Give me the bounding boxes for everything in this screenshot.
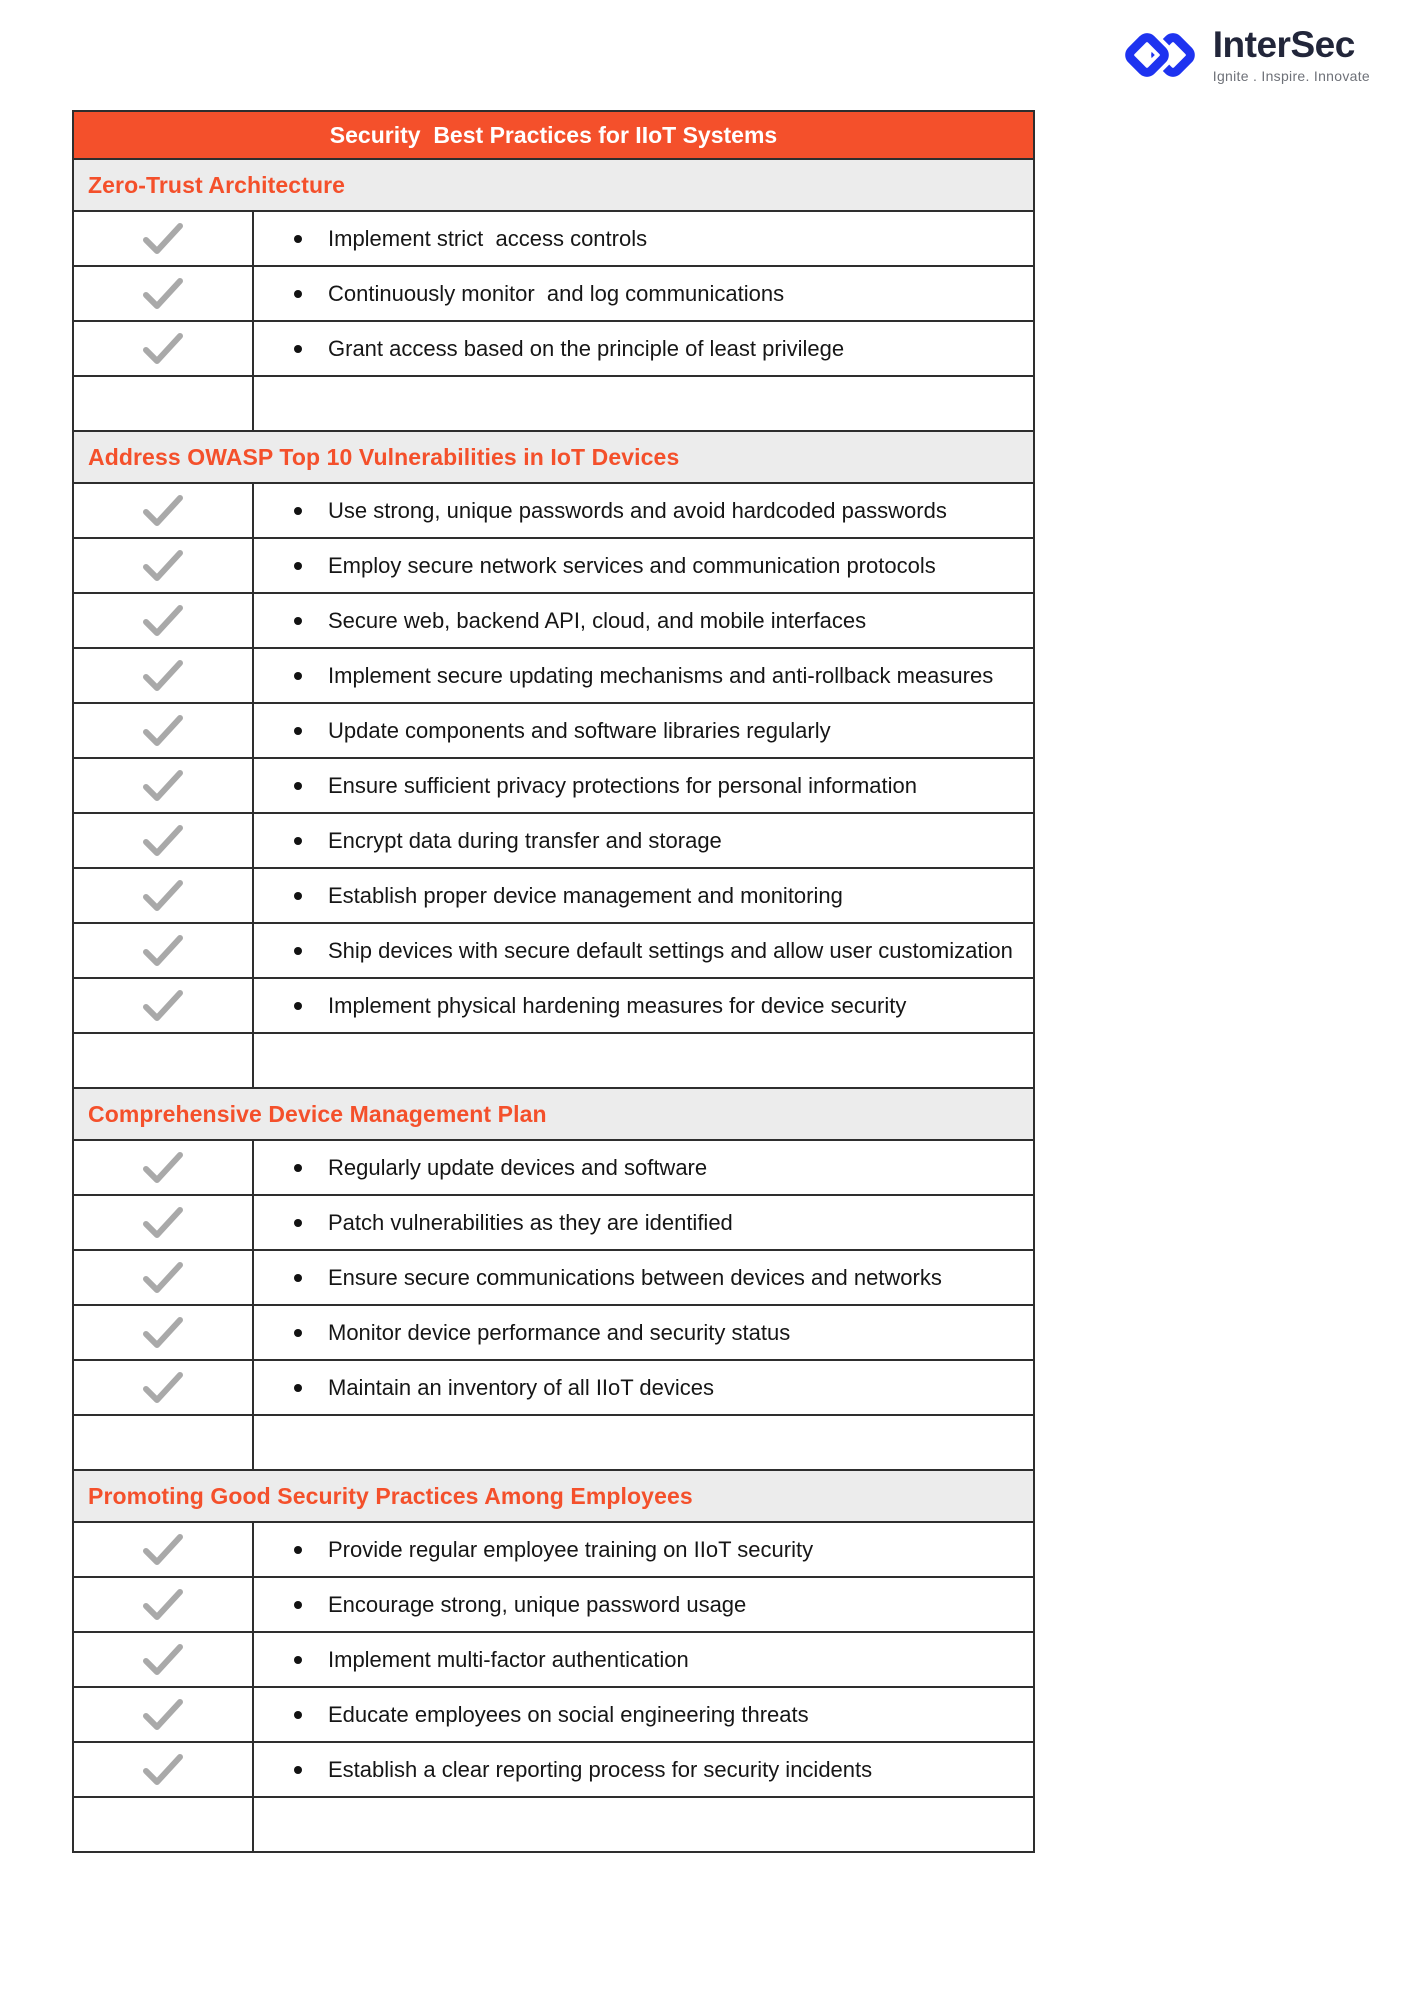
bullet-icon — [294, 1766, 302, 1774]
bullet-icon — [294, 727, 302, 735]
section-header-row — [74, 1469, 1033, 1521]
item-text-cell — [254, 1141, 1033, 1194]
bullet-icon — [294, 1546, 302, 1554]
checkmark-cell — [74, 814, 254, 867]
item-text-cell — [254, 1578, 1033, 1631]
item-text: Encourage strong, unique password usage — [328, 1591, 747, 1617]
empty-row — [74, 1796, 1033, 1851]
logo-tagline: Ignite . Inspire. Innovate — [1212, 67, 1370, 84]
item-text: Use strong, unique passwords and avoid hardcoded passwords — [328, 497, 947, 523]
item-text-cell — [254, 759, 1033, 812]
checkmark-cell — [74, 1306, 254, 1359]
empty-row — [74, 375, 1033, 430]
section-heading: Comprehensive Device Management Plan — [88, 1100, 547, 1127]
check-icon — [141, 277, 185, 311]
item-text-cell — [254, 267, 1033, 320]
item-text: Continuously monitor and log communications — [328, 280, 785, 306]
checkmark-cell — [74, 212, 254, 265]
checkmark-cell — [74, 1251, 254, 1304]
check-icon — [141, 1151, 185, 1185]
checkmark-cell — [74, 869, 254, 922]
bullet-icon — [294, 892, 302, 900]
item-text: Monitor device performance and security status — [328, 1319, 791, 1345]
item-text: Educate employees on social engineering threats — [328, 1701, 809, 1727]
bullet-icon — [294, 1219, 302, 1227]
check-icon — [141, 769, 185, 803]
check-icon — [141, 659, 185, 693]
check-icon — [141, 714, 185, 748]
checklist-table — [72, 110, 1035, 1853]
check-icon — [141, 604, 185, 638]
check-icon — [141, 824, 185, 858]
interlocked-diamonds-icon — [1121, 24, 1199, 86]
empty-check-cell — [74, 1798, 254, 1851]
checkmark-cell — [74, 649, 254, 702]
item-text-cell — [254, 1251, 1033, 1304]
item-text: Implement multi-factor authentication — [328, 1646, 689, 1672]
check-icon — [141, 549, 185, 583]
bullet-icon — [294, 837, 302, 845]
item-text: Grant access based on the principle of least privilege — [328, 335, 845, 361]
checkmark-cell — [74, 267, 254, 320]
section-heading: Promoting Good Security Practices Among Employees — [88, 1482, 693, 1509]
item-text-cell — [254, 924, 1033, 977]
check-icon — [141, 1698, 185, 1732]
check-icon — [141, 1588, 185, 1622]
item-text-cell — [254, 1523, 1033, 1576]
bullet-icon — [294, 290, 302, 298]
item-text-cell — [254, 484, 1033, 537]
checkmark-cell — [74, 1523, 254, 1576]
item-text: Implement secure updating mechanisms and anti-rollback measures — [328, 662, 994, 688]
checkmark-cell — [74, 1196, 254, 1249]
checklist-item-row — [74, 1576, 1033, 1631]
item-text-cell — [254, 869, 1033, 922]
checklist-item-row — [74, 1521, 1033, 1576]
item-text-cell — [254, 594, 1033, 647]
item-text-cell — [254, 1688, 1033, 1741]
checkmark-cell — [74, 759, 254, 812]
section-header-row — [74, 430, 1033, 482]
checkmark-cell — [74, 1578, 254, 1631]
checkmark-cell — [74, 1743, 254, 1796]
checkmark-cell — [74, 1141, 254, 1194]
bullet-icon — [294, 1601, 302, 1609]
bullet-icon — [294, 782, 302, 790]
checkmark-cell — [74, 539, 254, 592]
check-icon — [141, 1643, 185, 1677]
empty-row — [74, 1032, 1033, 1087]
empty-text-cell — [254, 1034, 1033, 1087]
checkmark-cell — [74, 594, 254, 647]
bullet-icon — [294, 562, 302, 570]
checklist-item-row — [74, 977, 1033, 1032]
item-text-cell — [254, 704, 1033, 757]
bullet-icon — [294, 1656, 302, 1664]
item-text: Provide regular employee training on IIoT security — [328, 1536, 814, 1562]
bullet-icon — [294, 1711, 302, 1719]
bullet-icon — [294, 1274, 302, 1282]
check-icon — [141, 989, 185, 1023]
checklist-item-row — [74, 1359, 1033, 1414]
checklist-item-row — [74, 592, 1033, 647]
checklist-item-row — [74, 1249, 1033, 1304]
checkmark-cell — [74, 1361, 254, 1414]
bullet-icon — [294, 345, 302, 353]
item-text: Ensure secure communications between devices and networks — [328, 1264, 942, 1290]
section-heading: Zero-Trust Architecture — [88, 171, 346, 198]
bullet-icon — [294, 1002, 302, 1010]
checklist-item-row — [74, 537, 1033, 592]
bullet-icon — [294, 617, 302, 625]
checkmark-cell — [74, 1633, 254, 1686]
check-icon — [141, 1371, 185, 1405]
checkmark-cell — [74, 704, 254, 757]
checklist-item-row — [74, 812, 1033, 867]
section-heading: Address OWASP Top 10 Vulnerabilities in IoT Devices — [88, 443, 680, 470]
checklist-item-row — [74, 702, 1033, 757]
item-text: Employ secure network services and communication protocols — [328, 552, 936, 578]
section-header-row — [74, 1087, 1033, 1139]
checklist-item-row — [74, 757, 1033, 812]
empty-text-cell — [254, 1416, 1033, 1469]
check-icon — [141, 1533, 185, 1567]
checklist-item-row — [74, 1686, 1033, 1741]
item-text-cell — [254, 539, 1033, 592]
bullet-icon — [294, 672, 302, 680]
check-icon — [141, 1316, 185, 1350]
item-text: Establish a clear reporting process for security incidents — [328, 1756, 873, 1782]
check-icon — [141, 1206, 185, 1240]
item-text: Establish proper device management and monitoring — [328, 882, 843, 908]
empty-text-cell — [254, 1798, 1033, 1851]
checklist-item-row — [74, 1741, 1033, 1796]
item-text: Implement physical hardening measures for device security — [328, 992, 907, 1018]
item-text-cell — [254, 1633, 1033, 1686]
item-text: Regularly update devices and software — [328, 1154, 708, 1180]
check-icon — [141, 934, 185, 968]
empty-row — [74, 1414, 1033, 1469]
check-icon — [141, 1261, 185, 1295]
check-icon — [141, 1753, 185, 1787]
item-text-cell — [254, 1361, 1033, 1414]
item-text-cell — [254, 212, 1033, 265]
checklist-item-row — [74, 482, 1033, 537]
item-text: Maintain an inventory of all IIoT devices — [328, 1374, 715, 1400]
item-text-cell — [254, 1306, 1033, 1359]
checklist-item-row — [74, 265, 1033, 320]
empty-check-cell — [74, 1034, 254, 1087]
item-text-cell — [254, 814, 1033, 867]
item-text-cell — [254, 1743, 1033, 1796]
item-text: Update components and software libraries regularly — [328, 717, 831, 743]
bullet-icon — [294, 1329, 302, 1337]
item-text: Patch vulnerabilities as they are identified — [328, 1209, 733, 1235]
checklist-item-row — [74, 922, 1033, 977]
checklist-item-row — [74, 210, 1033, 265]
item-text: Implement strict access controls — [328, 225, 648, 251]
bullet-icon — [294, 507, 302, 515]
item-text: Ensure sufficient privacy protections for personal information — [328, 772, 917, 798]
checklist-item-row — [74, 1139, 1033, 1194]
check-icon — [141, 332, 185, 366]
item-text: Encrypt data during transfer and storage — [328, 827, 722, 853]
empty-check-cell — [74, 377, 254, 430]
checkmark-cell — [74, 322, 254, 375]
bullet-icon — [294, 235, 302, 243]
checklist-item-row — [74, 1631, 1033, 1686]
company-logo — [1121, 24, 1370, 86]
item-text-cell — [254, 979, 1033, 1032]
empty-check-cell — [74, 1416, 254, 1469]
section-header-row — [74, 158, 1033, 210]
checklist-item-row — [74, 647, 1033, 702]
checklist-item-row — [74, 867, 1033, 922]
item-text-cell — [254, 649, 1033, 702]
item-text-cell — [254, 322, 1033, 375]
empty-text-cell — [254, 377, 1033, 430]
checklist-item-row — [74, 1194, 1033, 1249]
bullet-icon — [294, 947, 302, 955]
checkmark-cell — [74, 1688, 254, 1741]
checklist-item-row — [74, 320, 1033, 375]
checkmark-cell — [74, 979, 254, 1032]
check-icon — [141, 494, 185, 528]
item-text-cell — [254, 1196, 1033, 1249]
check-icon — [141, 879, 185, 913]
checkmark-cell — [74, 484, 254, 537]
item-text: Secure web, backend API, cloud, and mobile interfaces — [328, 607, 867, 633]
bullet-icon — [294, 1384, 302, 1392]
checkmark-cell — [74, 924, 254, 977]
check-icon — [141, 222, 185, 256]
logo-name: InterSec — [1212, 24, 1355, 66]
item-text: Ship devices with secure default settings and allow user customization — [328, 937, 1013, 963]
checklist-item-row — [74, 1304, 1033, 1359]
table-title: Security Best Practices for IIoT Systems — [74, 112, 1033, 158]
bullet-icon — [294, 1164, 302, 1172]
